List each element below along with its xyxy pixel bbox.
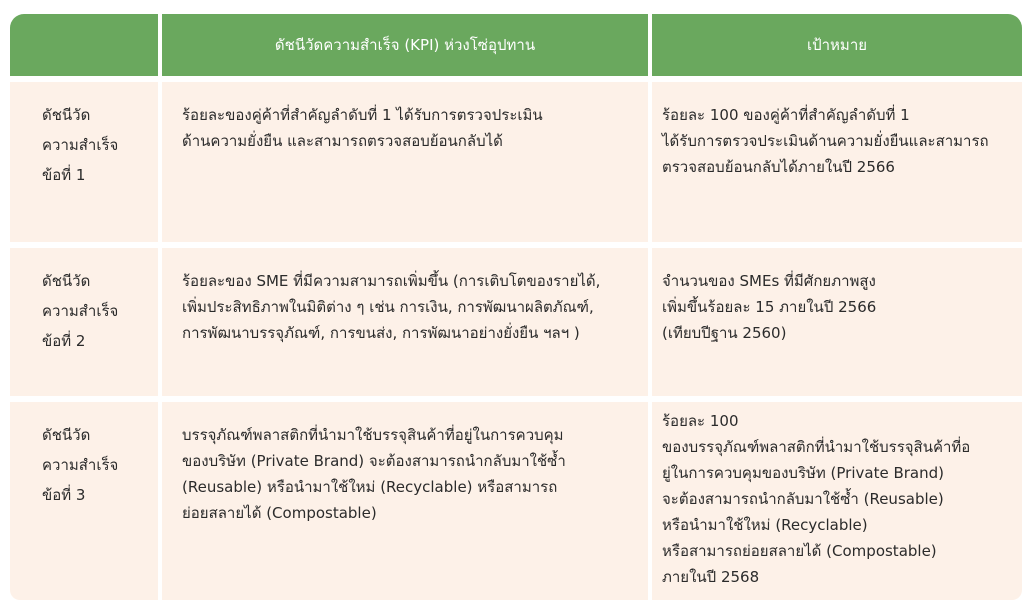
goal-line: ร้อยละ 100	[662, 412, 739, 430]
row-label-2	[10, 248, 158, 396]
row-label-line: ความสำเร็จ	[42, 302, 119, 320]
row-label-line: ดัชนีวัด	[42, 106, 91, 124]
goal-line: ร้อยละ 100 ของคู่ค้าที่สำคัญลำดับที่ 1	[662, 106, 910, 124]
kpi-line: (Reusable) หรือนำมาใช้ใหม่ (Recyclable) หรือสามารถ	[182, 478, 558, 496]
kpi-line: ย่อยสลายได้ (Compostable)	[182, 504, 377, 522]
kpi-cell-2	[162, 248, 648, 396]
row-label-line: ความสำเร็จ	[42, 456, 119, 474]
kpi-line: ร้อยละของ SME ที่มีความสามารถเพิ่มขึ้น (การเติบโตของรายได้,	[182, 272, 601, 290]
kpi-line: ร้อยละของคู่ค้าที่สำคัญลำดับที่ 1 ได้รับการตรวจประเมิน	[182, 106, 543, 124]
kpi-line: ด้านความยั่งยืน และสามารถตรวจสอบย้อนกลับได้	[182, 132, 503, 150]
goal-line: เพิ่มขึ้นร้อยละ 15 ภายในปี 2566	[662, 298, 877, 316]
row-label-line: ดัชนีวัด	[42, 426, 91, 444]
kpi-line: ของบริษัท (Private Brand) จะต้องสามารถนำกลับมาใช้ซ้ำ	[182, 452, 566, 470]
goal-cell-1	[652, 82, 1022, 242]
row-label-3	[10, 402, 158, 600]
header-cell-goal: เป้าหมาย	[652, 14, 1022, 76]
kpi-table	[10, 14, 1014, 586]
row-label-line: ข้อที่ 2	[42, 332, 86, 350]
row-label-line: ความสำเร็จ	[42, 136, 119, 154]
kpi-line: บรรจุภัณฑ์พลาสติกที่นำมาใช้บรรจุสินค้าที่อยู่ในการควบคุม	[182, 426, 564, 444]
kpi-line: การพัฒนาบรรจุภัณฑ์, การขนส่ง, การพัฒนาอย่างยั่งยืน ฯลฯ )	[182, 324, 580, 342]
goal-line: (เทียบปีฐาน 2560)	[662, 324, 787, 342]
row-label-line: ข้อที่ 1	[42, 166, 86, 184]
goal-cell-2	[652, 248, 1022, 396]
goal-line: จำนวนของ SMEs ที่มีศักยภาพสูง	[662, 272, 876, 290]
row-label-line: ข้อที่ 3	[42, 486, 86, 504]
row-label-line: ดัชนีวัด	[42, 272, 91, 290]
goal-line: ภายในปี 2568	[662, 568, 760, 586]
goal-line: ตรวจสอบย้อนกลับได้ภายในปี 2566	[662, 158, 895, 176]
kpi-line: เพิ่มประสิทธิภาพในมิติต่าง ๆ เช่น การเงิน, การพัฒนาผลิตภัณฑ์,	[182, 298, 594, 316]
goal-line: ของบรรจุภัณฑ์พลาสติกที่นำมาใช้บรรจุสินค้าที่อ	[662, 438, 971, 456]
goal-line: หรือนำมาใช้ใหม่ (Recyclable)	[662, 516, 868, 534]
goal-line: จะต้องสามารถนำกลับมาใช้ซ้ำ (Reusable)	[662, 490, 944, 508]
header-cell-kpi: ดัชนีวัดความสำเร็จ (KPI) ห่วงโซ่อุปทาน	[162, 14, 648, 76]
goal-line: ได้รับการตรวจประเมินด้านความยั่งยืนและสามารถ	[662, 132, 989, 150]
goal-line: หรือสามารถย่อยสลายได้ (Compostable)	[662, 542, 937, 560]
kpi-cell-3	[162, 402, 648, 600]
row-label-1	[10, 82, 158, 242]
header-cell-blank	[10, 14, 158, 76]
goal-line: ยู่ในการควบคุมของบริษัท (Private Brand)	[662, 464, 944, 482]
kpi-cell-1	[162, 82, 648, 242]
goal-cell-3	[652, 402, 1022, 600]
